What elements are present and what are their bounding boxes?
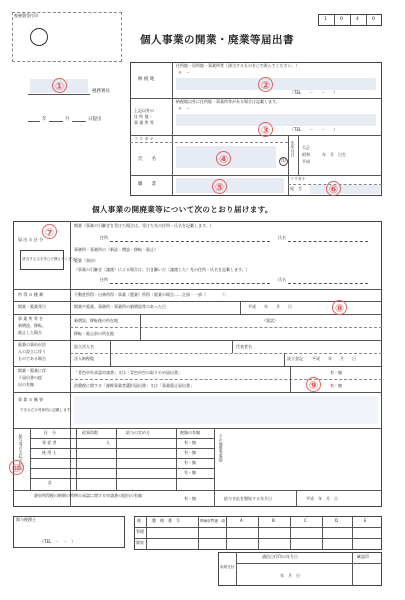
occupation-field[interactable] (176, 178, 284, 193)
era-showa: 昭和 (302, 152, 310, 157)
corp-label-2: 人の設立に伴う (18, 349, 46, 354)
office-use-gensen: 源泉 (136, 540, 144, 545)
business-field[interactable] (74, 396, 378, 424)
corp-address: 法人納税地 (74, 356, 94, 361)
other-addr-postal: 〒 － (178, 106, 190, 111)
office-label-3: 廃止した場合 (18, 330, 42, 335)
business-label: 事 業 の 概 要 (18, 397, 44, 402)
receipt-stamp-label: 税務署受付印 (14, 13, 38, 18)
office-use-kanri: 管理 (136, 529, 144, 534)
marker-3: ③ (258, 122, 273, 137)
marker-4: ④ (216, 151, 231, 166)
business-note: できるだけ具体的に記載します。 (20, 408, 74, 412)
salary-tax-1[interactable]: 有・無 (184, 440, 196, 445)
nouzeichi-field[interactable] (176, 78, 376, 90)
office-phone: （電話） (262, 318, 278, 323)
office-label-2: 新増設、移転、 (18, 323, 46, 328)
marker-9: ⑨ (306, 377, 321, 392)
office-label-1: 事 業 所 等 を (18, 316, 44, 321)
seal-mark: 印 (279, 157, 288, 166)
other-addr-tel: （TEL － － ） (290, 127, 338, 132)
form-code-digit-2: 0 (340, 17, 343, 22)
section-title: 個人事業の開廃業等について次のとおり届けます。 (92, 205, 273, 214)
jigyosho-text: 事務所・事業所の（新設・増設・移転・廃止） (74, 247, 158, 252)
date-label: 開業・廃業等日 (18, 304, 46, 309)
representative: 代表者名 (236, 344, 252, 349)
col-e: E (364, 518, 367, 523)
other-addr-field[interactable] (176, 114, 376, 126)
name-label: 氏 名 (138, 157, 156, 162)
tax-accountant-label: 関与税理士 (16, 517, 36, 522)
tax-office-suffix: 税務署長 (92, 89, 110, 94)
youshi-label: 用紙交付 (220, 565, 235, 569)
nouzeichi-note: 住所地・居所地・事業所等（該当するものを○で囲んでください。） (176, 63, 300, 68)
salary-tax-4[interactable]: 有・無 (184, 470, 196, 475)
form-code-digit-1: 1 (324, 17, 327, 22)
occupation-label: 職 業 (138, 182, 156, 187)
notice-label: 通信日付印の年月日 (262, 554, 298, 559)
form-code-digit-3: 4 (356, 17, 359, 22)
haigyo-text: 廃業（事由） (74, 258, 98, 263)
marker-7: ⑦ (42, 224, 57, 239)
salary-col-method: 給与の定め方 (126, 430, 150, 435)
trade-name-label: 屋 号 (290, 186, 302, 191)
submit-day: 日提出 (88, 117, 102, 122)
salary-col-count: 従事員数 (82, 430, 98, 435)
corp-label-3: ものである場合 (18, 356, 46, 361)
form-title: 個人事業の開業・廃業等届出書 (140, 34, 294, 46)
submit-year: 年 (42, 117, 47, 122)
other-reference: その他参考事項 (218, 434, 224, 462)
marker-1: ① (52, 78, 67, 93)
salary-label: 給与等の支払の状況 (18, 434, 24, 470)
trade-name-field[interactable] (310, 185, 380, 194)
form-code-digit-4: 0 (372, 17, 375, 22)
salary-start-label: 給与支払を開始する年月日 (224, 496, 272, 501)
nouzeichi-postal: 〒 － (178, 70, 190, 75)
salary-row-senju: 専 従 者 (42, 440, 57, 445)
kaigyo-address: 住所 (100, 235, 108, 240)
marker-8: ⑧ (332, 300, 347, 315)
consumption-tax: 消費税に関する「課税事業者選択届出書」又は「事業廃止届出書」 (74, 383, 194, 388)
consumption-umu[interactable]: 有・無 (330, 383, 342, 388)
date-text: 開業や廃業、事務所・事業所の新増設等のあった日 (74, 304, 166, 309)
salary-row-total: 計 (48, 480, 52, 485)
salary-col-kubun: 区 分 (44, 430, 56, 435)
establish-date-label: 設立登記 (287, 356, 303, 361)
haigyo-note: （事業の引継ぎ（譲渡）による場合は、引き継いだ（譲渡した）先の住所・氏名を記載します。） (74, 267, 250, 272)
other-addr-label-3: 事 業 所 等 (134, 120, 154, 125)
birth-label: 生年月日 (290, 141, 296, 157)
income-type-label: 所 得 の 種 類 (18, 292, 44, 297)
related-label-1: 開業・廃業に伴 (18, 368, 46, 373)
other-addr-note: 納税地以外に住所地・事業所等がある場合は記載します。 (176, 99, 280, 104)
furigana-label: フ リ ガ ナ (134, 136, 154, 141)
era-heisei: 平成 (302, 159, 310, 164)
income-types: 不動産所得・山林所得・事業（農業）所得〔廃業の場合……全部・一部（ ）〕 (74, 292, 228, 297)
category-label: 届 出 の 区 分 (18, 237, 44, 242)
notice-ymd: 年 月 日 (280, 573, 300, 578)
confirm-label: 確認印 (357, 554, 369, 559)
birth-ymd: 年 月 日生 (322, 152, 346, 157)
kaigyo-text: 開業（事業の引継ぎを受けた場合は、受けた先の住所・氏名を記載します。） (74, 223, 214, 228)
office-old: 移転・廃止前の所在地 (74, 331, 114, 336)
salary-col-tax: 税額の有無 (180, 430, 200, 435)
col-b: B (272, 518, 275, 523)
blue-return-umu[interactable]: 有・無 (330, 370, 342, 375)
other-addr-label-1: 上記以外の (134, 108, 154, 113)
marker-6: ⑥ (326, 181, 341, 196)
salary-row-shiyonin: 使 用 人 (42, 450, 57, 455)
receipt-stamp-box (12, 12, 122, 62)
special-umu[interactable]: 有・無 (184, 496, 196, 501)
haigyo-address: 住所 (100, 277, 108, 282)
corp-name: 設立法人名 (74, 344, 94, 349)
kaigyo-name: 氏名 (278, 235, 286, 240)
office-new: 新増設、移転後の所在地 (74, 318, 118, 323)
blue-return: 「青色申告承認申請書」又は「青色申告の取りやめ届出書」 (74, 370, 182, 375)
trade-furigana: フリガナ (290, 176, 306, 181)
other-addr-label-2: 住 所 地・ (134, 114, 153, 119)
haigyo-name: 氏名 (278, 277, 286, 282)
related-label-3: 出の有無 (18, 382, 34, 387)
era-taisho: 大正 (302, 145, 310, 150)
salary-tax-3[interactable]: 有・無 (184, 460, 196, 465)
main-form (13, 221, 382, 507)
tax-accountant-tel: （TEL － － ） (40, 539, 76, 544)
marker-2: ② (258, 77, 273, 92)
col-c: C (304, 518, 307, 523)
nouzeichi-tel: （TEL － － ） (290, 90, 338, 95)
date-value: 平成 年 月 日 (248, 304, 292, 309)
receipt-stamp-circle (30, 28, 48, 46)
corp-label-1: 廃業の事由が法 (18, 342, 46, 347)
nouzeichi-label: 納 税 地 (138, 77, 155, 82)
category-note: 該当する文字を○で囲んでください (22, 257, 80, 261)
group-label: 関係部門連 絡 (200, 519, 226, 523)
col-d: D (335, 518, 339, 523)
salary-tax-2[interactable]: 有・無 (184, 450, 196, 455)
col-a: A (240, 518, 243, 523)
establish-date-value: 平成 年 月 日 (312, 356, 356, 361)
marker-5: ⑤ (212, 179, 227, 194)
office-use-zei: 税 (137, 518, 141, 523)
submit-month: 月 (65, 117, 70, 122)
special-note: 源泉所得税の納期の特例の承認に関する申請書の提出の有無 (34, 493, 142, 498)
serial-label: 整 理 番 号 (152, 518, 180, 523)
salary-unit-1: 人 (106, 440, 110, 445)
related-label-2: う届出書の提 (18, 375, 42, 380)
marker-10: ⑩ (9, 460, 24, 475)
salary-start-value: 平成 年 月 日 (306, 496, 338, 501)
